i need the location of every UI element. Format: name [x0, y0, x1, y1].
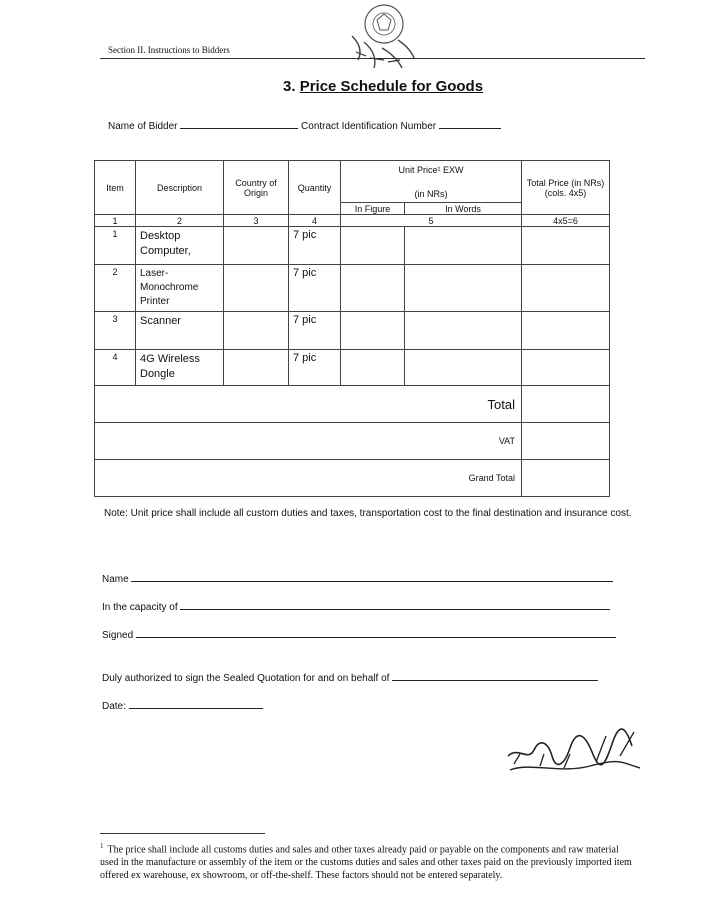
row-item: 3: [95, 312, 136, 350]
contract-id-label: Contract Identification Number: [301, 121, 437, 132]
header-description: Description: [136, 161, 224, 215]
section-header: Section II. Instructions to Bidders: [108, 45, 230, 55]
total-value-cell[interactable]: [522, 386, 610, 423]
handwritten-signature: [500, 722, 650, 788]
footnote-rule: [100, 833, 265, 834]
bidder-line: [108, 121, 501, 132]
name-of-bidder-field[interactable]: [180, 128, 298, 129]
row-unit-price-figure-cell[interactable]: [341, 227, 405, 265]
row-total-price-cell[interactable]: [522, 227, 610, 265]
row-quantity: 7 pic: [289, 227, 341, 265]
price-note: [104, 507, 644, 520]
price-note-text: Note: Unit price shall include all custom duties and taxes, transportation cost to the final destination and insurance cost.: [104, 508, 632, 519]
row-unit-price-words-cell[interactable]: [405, 312, 522, 350]
office-seal-stamp: [344, 2, 420, 76]
table-row: [95, 265, 610, 312]
col-number-5: 5: [341, 215, 522, 227]
header-in-words: In Words: [405, 203, 522, 215]
vat-label: VAT: [95, 423, 522, 460]
total-label: Total: [95, 386, 522, 423]
row-country-cell[interactable]: [224, 227, 289, 265]
table-row: [95, 227, 610, 265]
capacity-row: [102, 602, 610, 613]
unit-price-label: Unit Price¹ EXW: [398, 164, 464, 175]
row-quantity: 7 pic: [289, 350, 341, 386]
row-country-cell[interactable]: [224, 312, 289, 350]
signed-row: [102, 630, 616, 641]
row-total-price-cell[interactable]: [522, 312, 610, 350]
authorized-row: [102, 673, 598, 684]
authorized-label: Duly authorized to sign the Sealed Quotation for and on behalf of: [102, 673, 390, 684]
price-schedule-table: [94, 160, 610, 497]
row-item: 4: [95, 350, 136, 386]
grand-total-label: Grand Total: [95, 460, 522, 497]
row-quantity: 7 pic: [289, 312, 341, 350]
unit-price-currency: (in NRs): [414, 188, 448, 199]
row-unit-price-figure-cell[interactable]: [341, 312, 405, 350]
table-row: [95, 350, 610, 386]
table-row: [95, 312, 610, 350]
row-total-price-cell[interactable]: [522, 265, 610, 312]
grand-total-value-cell[interactable]: [522, 460, 610, 497]
capacity-field[interactable]: [180, 609, 610, 610]
footnote-text: The price shall include all customs duties and sales and other taxes already paid or payable on the components and raw material used in the manufacture or assembly of the item or the customs duties and sales and other taxes paid on the previously imported item offered ex warehouse, ex showroom, or off-the-shelf. These factors should not be entered separately.: [100, 844, 632, 882]
row-unit-price-figure-cell[interactable]: [341, 350, 405, 386]
row-country-cell[interactable]: [224, 265, 289, 312]
total-price-label: Total Price (in NRs): [526, 177, 605, 188]
col-number-6: 4x5=6: [522, 215, 610, 227]
row-description: Laser-Monochrome Printer: [136, 265, 224, 312]
footnote: [100, 840, 635, 882]
header-rule: [100, 58, 645, 59]
row-total-price-cell[interactable]: [522, 350, 610, 386]
col-number-1: 1: [95, 215, 136, 227]
name-label: Name: [102, 574, 129, 585]
row-unit-price-words-cell[interactable]: [405, 227, 522, 265]
row-description: Desktop Computer,: [136, 227, 224, 265]
name-of-bidder-label: Name of Bidder: [108, 121, 178, 132]
header-quantity: Quantity: [289, 161, 341, 215]
row-item: 2: [95, 265, 136, 312]
date-label: Date:: [102, 701, 126, 712]
total-price-cols: (cols. 4x5): [544, 187, 587, 198]
col-number-2: 2: [136, 215, 224, 227]
row-quantity: 7 pic: [289, 265, 341, 312]
capacity-label: In the capacity of: [102, 602, 178, 613]
page-title: [283, 78, 483, 95]
row-unit-price-words-cell[interactable]: [405, 350, 522, 386]
title-number: 3.: [283, 78, 296, 95]
header-item: Item: [95, 161, 136, 215]
header-in-figure: In Figure: [341, 203, 405, 215]
date-field[interactable]: [129, 708, 263, 709]
row-unit-price-figure-cell[interactable]: [341, 265, 405, 312]
vat-value-cell[interactable]: [522, 423, 610, 460]
row-country-cell[interactable]: [224, 350, 289, 386]
col-number-3: 3: [224, 215, 289, 227]
header-total-price: [522, 161, 610, 215]
row-description: 4G Wireless Dongle: [136, 350, 224, 386]
title-text: Price Schedule for Goods: [299, 78, 484, 95]
signed-field[interactable]: [136, 637, 616, 638]
name-row: [102, 574, 613, 585]
header-country-of-origin: Country of Origin: [224, 161, 289, 215]
header-unit-price: [341, 161, 522, 203]
footnote-marker: 1: [100, 842, 104, 850]
row-item: 1: [95, 227, 136, 265]
row-description: Scanner: [136, 312, 224, 350]
date-row: [102, 701, 263, 712]
name-field[interactable]: [131, 581, 613, 582]
col-number-4: 4: [289, 215, 341, 227]
authorized-field[interactable]: [392, 680, 598, 681]
contract-id-field[interactable]: [439, 128, 501, 129]
row-unit-price-words-cell[interactable]: [405, 265, 522, 312]
signed-label: Signed: [102, 630, 134, 641]
